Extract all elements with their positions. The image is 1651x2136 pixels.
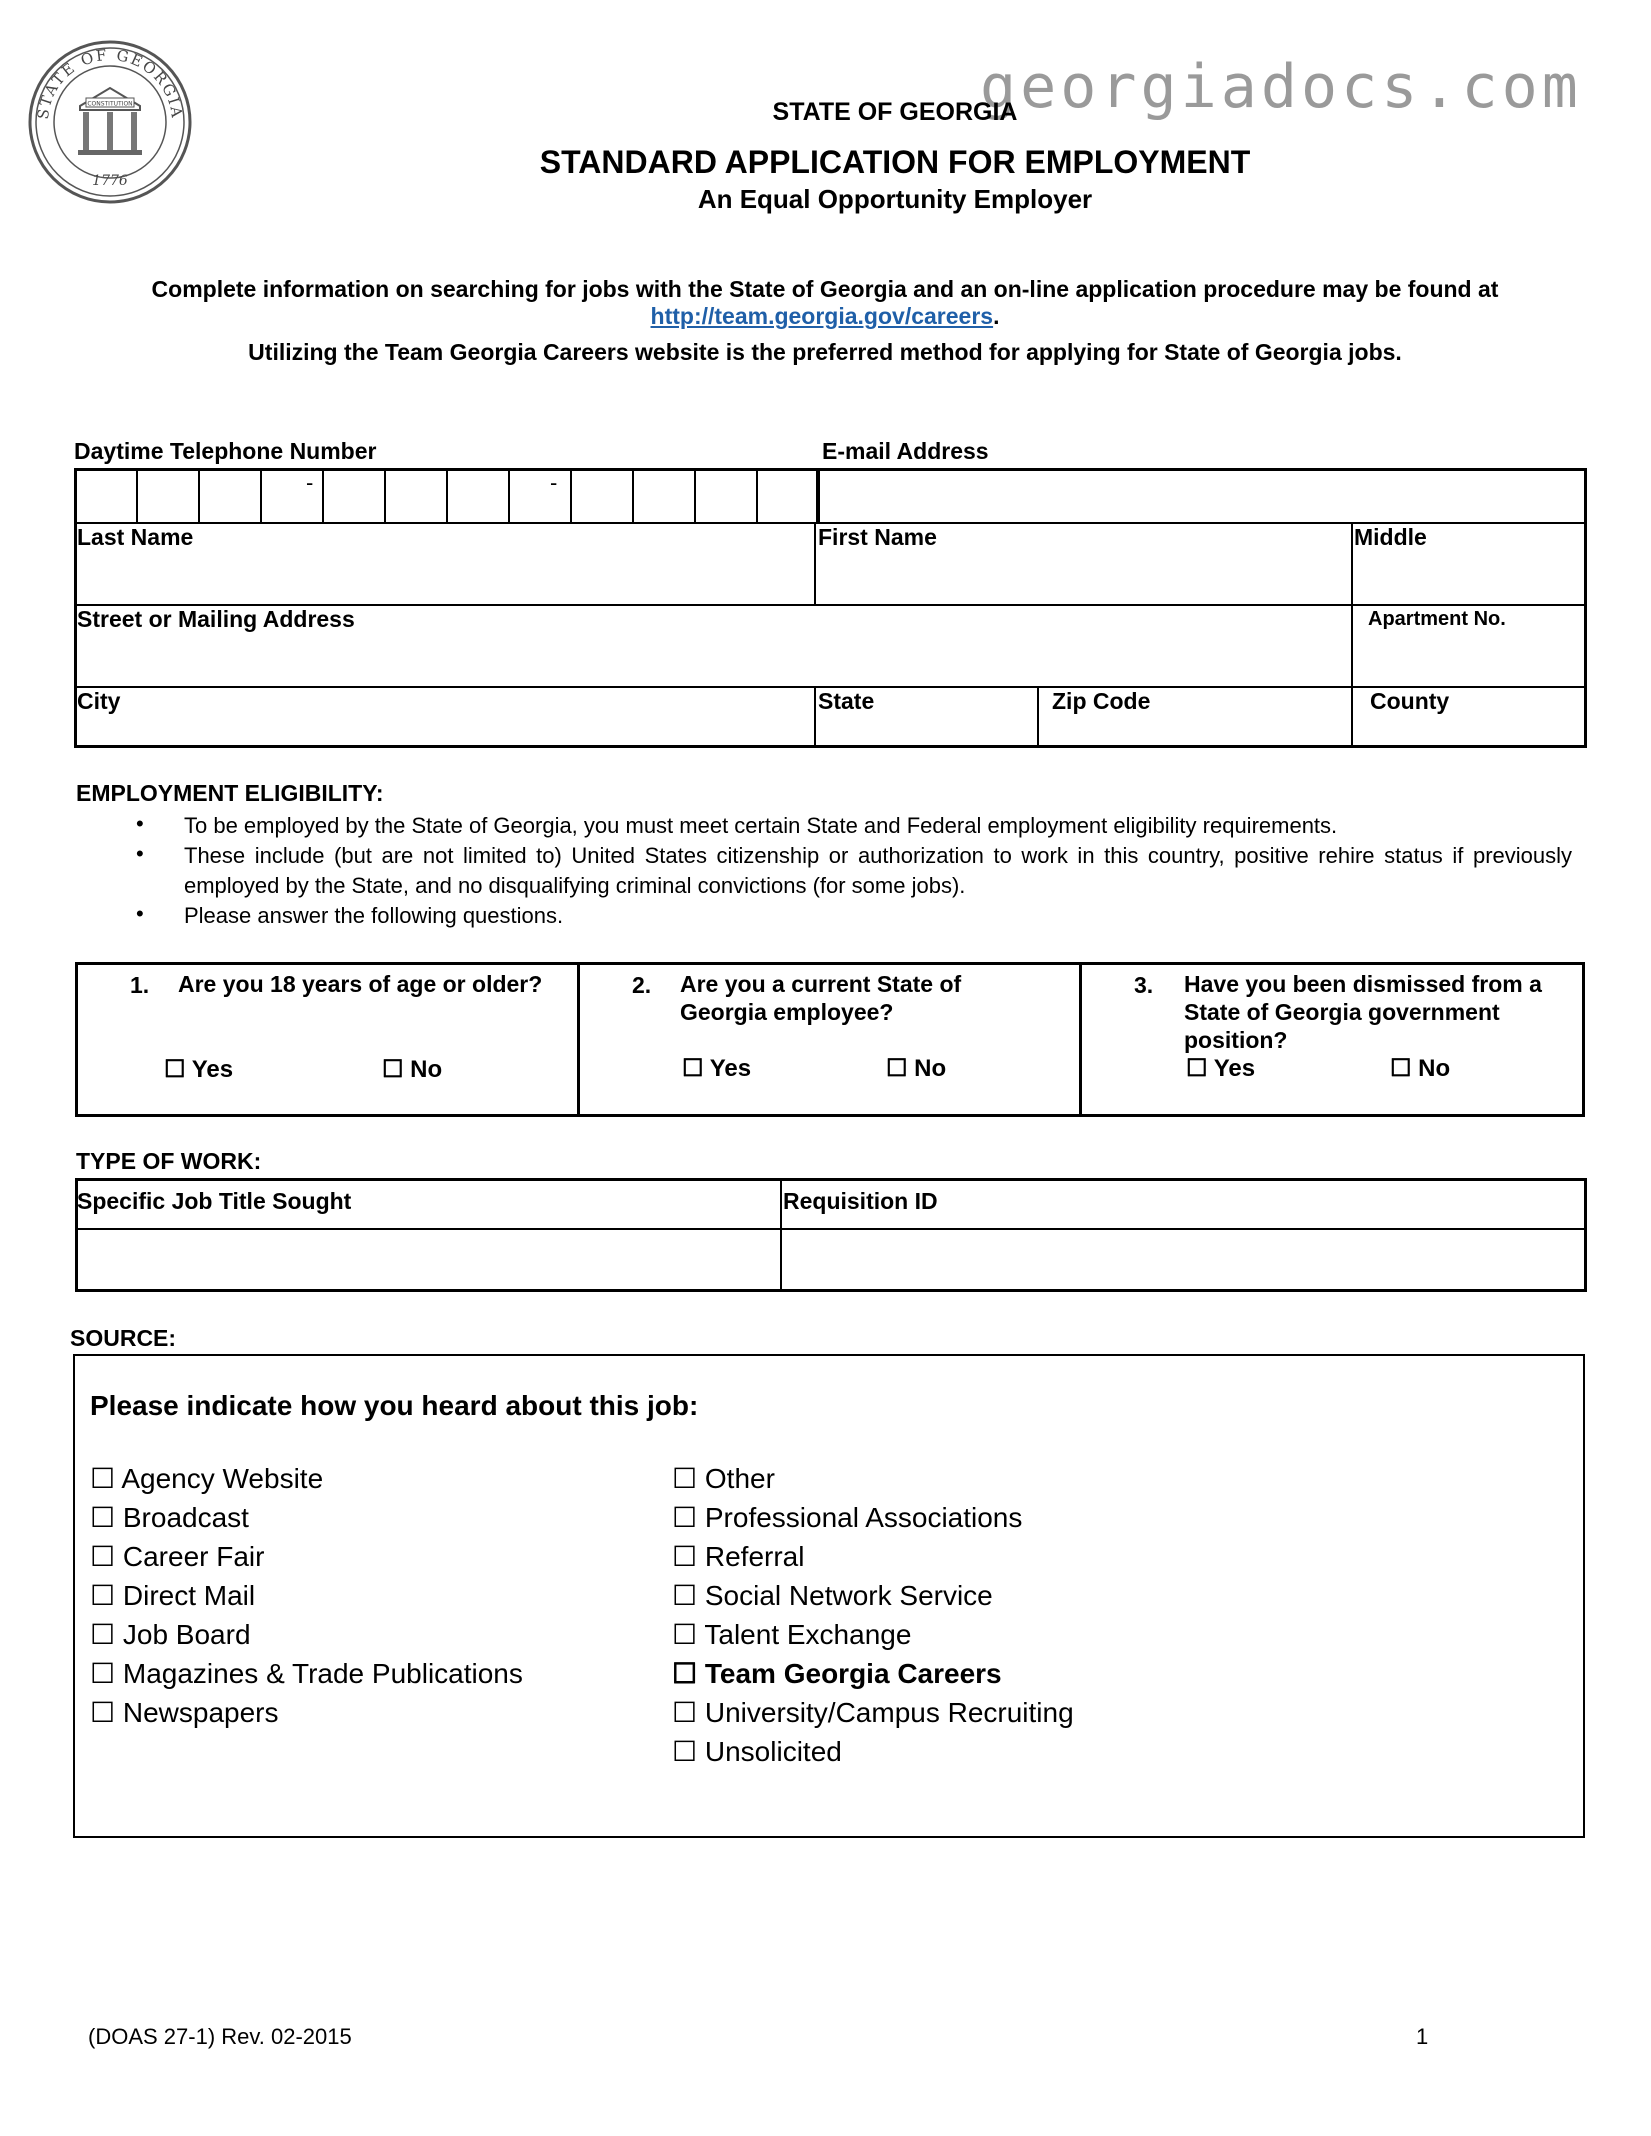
source-magazines-checkbox[interactable]: ☐ Magazines & Trade Publications: [90, 1658, 523, 1689]
first-name-input[interactable]: [817, 552, 1349, 602]
age-no-checkbox[interactable]: ☐ No: [382, 1056, 443, 1083]
apartment-label: Apartment No.: [1368, 608, 1506, 630]
source-prompt: Please indicate how you heard about this job:: [90, 1390, 699, 1421]
bullet: •: [136, 901, 144, 926]
bullet: •: [136, 841, 144, 866]
source-job-board-checkbox[interactable]: ☐ Job Board: [90, 1619, 251, 1650]
middle-name-input[interactable]: [1354, 552, 1584, 602]
street-address-label: Street or Mailing Address: [77, 606, 355, 632]
last-name-input[interactable]: [77, 552, 812, 602]
source-talent-exchange-checkbox[interactable]: ☐ Talent Exchange: [672, 1619, 912, 1650]
apartment-input[interactable]: [1354, 636, 1584, 684]
source-unsolicited-checkbox[interactable]: ☐ Unsolicited: [672, 1736, 842, 1767]
question-number: 2.: [632, 972, 652, 998]
city-label: City: [77, 688, 121, 714]
watermark: georgiadocs.com: [980, 52, 1582, 122]
seal-banner: CONSTITUTION: [87, 100, 133, 108]
type-of-work-heading: TYPE OF WORK:: [76, 1148, 262, 1174]
phone-area-code-input[interactable]: [77, 471, 136, 521]
phone-dash: -: [306, 470, 314, 495]
source-direct-mail-checkbox[interactable]: ☐ Direct Mail: [90, 1580, 256, 1611]
cell-divider: [1037, 686, 1039, 748]
source-social-network-checkbox[interactable]: ☐ Social Network Service: [672, 1580, 993, 1611]
question-number: 3.: [1134, 972, 1154, 998]
row-divider: [77, 1228, 1585, 1230]
city-input[interactable]: [77, 716, 812, 746]
source-broadcast-checkbox[interactable]: ☐ Broadcast: [90, 1502, 249, 1533]
street-address-input[interactable]: [77, 636, 1349, 684]
form-revision: (DOAS 27-1) Rev. 02-2015: [88, 2024, 352, 2049]
age-yes-checkbox[interactable]: ☐ Yes: [164, 1056, 234, 1083]
source-heading: SOURCE:: [70, 1325, 177, 1351]
phone-cell-divider: [136, 470, 138, 522]
form-subtitle: An Equal Opportunity Employer: [697, 184, 1093, 214]
state-input[interactable]: [817, 716, 1035, 746]
source-agency-website-checkbox[interactable]: ☐ Agency Website: [90, 1463, 324, 1494]
bullet: •: [136, 811, 144, 836]
dismissed-yes-checkbox[interactable]: ☐ Yes: [1186, 1055, 1256, 1082]
dismissed-no-checkbox[interactable]: ☐ No: [1390, 1055, 1451, 1082]
page-number: 1: [1416, 2024, 1429, 2049]
form-title: STANDARD APPLICATION FOR EMPLOYMENT: [539, 144, 1251, 180]
email-divider: [818, 470, 820, 522]
phone-cell-divider: [508, 470, 510, 522]
requisition-id-input[interactable]: [784, 1232, 1584, 1288]
cell-divider: [814, 686, 816, 748]
county-input[interactable]: [1354, 716, 1584, 746]
state-heading: STATE OF GEORGIA: [772, 98, 1018, 126]
last-name-label: Last Name: [77, 524, 194, 550]
eligibility-item: To be employed by the State of Georgia, you must meet certain State and Federal employment eligibility requirements.: [184, 813, 1338, 838]
email-input[interactable]: [822, 471, 1584, 521]
phone-line-number-input[interactable]: [570, 471, 816, 521]
middle-name-label: Middle: [1354, 524, 1427, 550]
state-label: State: [818, 688, 875, 714]
phone-prefix-input[interactable]: [322, 471, 506, 521]
intro-preferred-text: Utilizing the Team Georgia Careers website is the preferred method for applying for State of Georgia jobs.: [248, 339, 1402, 365]
zip-code-input[interactable]: [1040, 716, 1349, 746]
question-current-employee: Are you a current State of Georgia employee?: [680, 971, 962, 1025]
phone-label: Daytime Telephone Number: [74, 438, 377, 464]
source-options-left: [90, 1459, 523, 1732]
question-dismissed: Have you been dismissed from a State of Georgia government position?: [1184, 971, 1542, 1053]
source-newspapers-checkbox[interactable]: ☐ Newspapers: [90, 1697, 279, 1728]
source-professional-associations-checkbox[interactable]: ☐ Professional Associations: [672, 1502, 1023, 1533]
link-suffix: .: [993, 303, 1000, 329]
zip-code-label: Zip Code: [1052, 688, 1151, 714]
seal-text: STATE OF GEORGIA: [33, 45, 187, 121]
phone-dash: -: [550, 470, 558, 495]
employee-no-checkbox[interactable]: ☐ No: [886, 1055, 947, 1082]
intro-text: Complete information on searching for jobs with the State of Georgia and an on-line application procedure may be found at: [151, 276, 1499, 302]
first-name-label: First Name: [818, 524, 937, 550]
cell-divider: [780, 1180, 782, 1290]
eligibility-item: Please answer the following questions.: [184, 903, 564, 928]
job-title-label: Specific Job Title Sought: [77, 1188, 352, 1214]
cell-divider: [577, 964, 580, 1115]
source-team-georgia-careers-checkbox[interactable]: ☐ Team Georgia Careers: [672, 1658, 1002, 1689]
phone-cell-divider: [260, 470, 262, 522]
job-title-input[interactable]: [78, 1232, 778, 1288]
source-university-recruiting-checkbox[interactable]: ☐ University/Campus Recruiting: [672, 1697, 1074, 1728]
county-label: County: [1370, 688, 1450, 714]
requisition-id-label: Requisition ID: [783, 1188, 938, 1214]
question-number: 1.: [130, 972, 150, 998]
cell-divider: [1351, 522, 1353, 748]
eligibility-item: These include (but are not limited to) United States citizenship or authorization to work in this country, positive rehire status if previously employed by the State, and no disqualifying criminal convictions (for some jobs).: [184, 843, 1572, 898]
careers-link[interactable]: http://team.georgia.gov/careers: [650, 303, 994, 329]
cell-divider: [814, 522, 816, 604]
question-age: Are you 18 years of age or older?: [178, 971, 543, 997]
eligibility-heading: EMPLOYMENT ELIGIBILITY:: [76, 780, 384, 806]
seal-year: 1776: [92, 173, 128, 189]
source-other-checkbox[interactable]: ☐ Other: [672, 1463, 775, 1494]
source-career-fair-checkbox[interactable]: ☐ Career Fair: [90, 1541, 265, 1572]
source-referral-checkbox[interactable]: ☐ Referral: [672, 1541, 805, 1572]
email-label: E-mail Address: [822, 438, 989, 464]
intro-link-line: [60, 303, 1590, 330]
employee-yes-checkbox[interactable]: ☐ Yes: [682, 1055, 752, 1082]
cell-divider: [1079, 964, 1082, 1115]
phone-cell-divider: [198, 470, 200, 522]
source-options-right: [672, 1459, 1074, 1771]
